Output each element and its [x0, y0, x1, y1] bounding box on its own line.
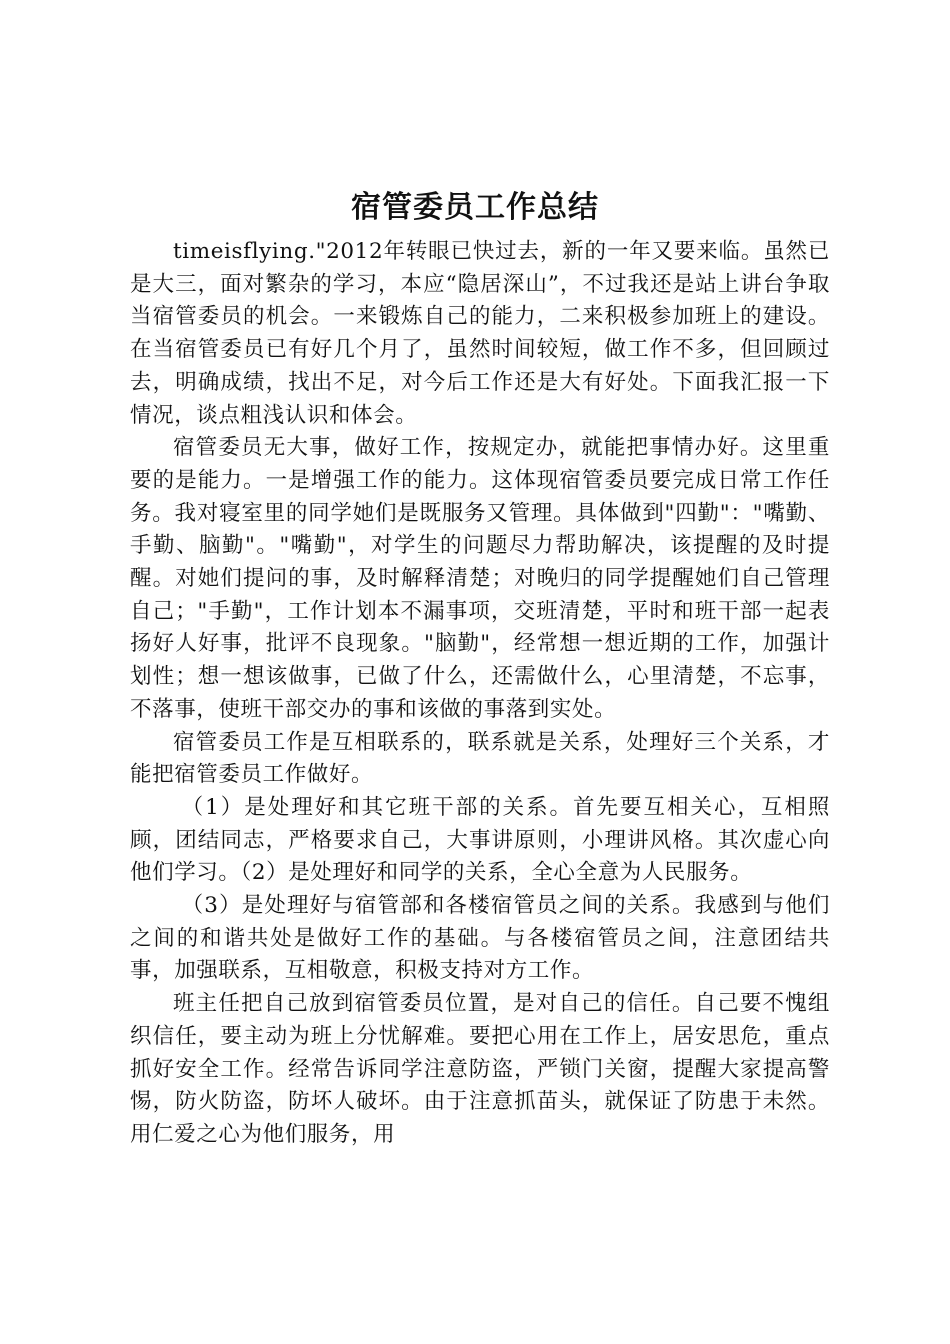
paragraph-relation-3: （3）是处理好与宿管部和各楼宿管员之间的关系。我感到与他们之间的和谐共处是做好工作的基础。与各楼宿管员之间，注意团结共事，加强联系，互相敬意，积极支持对方工作。 — [130, 893, 830, 984]
document-title: 宿管委员工作总结 — [351, 190, 599, 225]
paragraph-ability: 宿管委员无大事，做好工作，按规定办，就能把事情办好。这里重要的是能力。一是增强工作的能力。这体现宿管委员要完成日常工作任务。我对寝室里的同学她们是既服务又管理。具体做到"四勤"："嘴勤、手勤、脑勤"。"嘴勤"，对学生的问题尽力帮助解决，该提醒的及时提醒。对她们提问的事，及时解释清楚；对晚归的同学提醒她们自己管理自己；"手勤"，工作计划本不漏事项，交班清楚，平时和班干部一起表扬好人好事，批评不良现象。"脑勤"，经常想一想近期的工作，加强计划性；想一想该做事，已做了什么，还需做什么，心里清楚，不忘事，不落事，使班干部交办的事和该做的事落到实处。 — [130, 435, 830, 722]
paragraph-intro: timeisflying."2012年转眼已快过去，新的一年又要来临。虽然已是大三，面对繁杂的学习，本应“隐居深山”，不过我还是站上讲台争取当宿管委员的机会。一来锻炼自己的能力，二来积极参加班上的建设。在当宿管委员已有好几个月了，虽然时间较短，做工作不多，但回顾过去，明确成绩，找出不足，对今后工作还是大有好处。下面我汇报一下情况，谈点粗浅认识和体会。 — [130, 239, 830, 428]
paragraph-relations: 宿管委员工作是互相联系的，联系就是关系，处理好三个关系，才能把宿管委员工作做好。 — [130, 729, 830, 788]
paragraph-trust: 班主任把自己放到宿管委员位置，是对自己的信任。自己要不愧组织信任，要主动为班上分忧解难。要把心用在工作上，居安思危，重点抓好安全工作。经常告诉同学注意防盗，严锁门关窗，提醒大家提高警惕，防火防盗，防坏人破坏。由于注意抓苗头，就保证了防患于未然。用仁爱之心为他们服务，用 — [130, 991, 830, 1147]
document-body — [130, 236, 830, 1152]
paragraph-relation-1-2: （1）是处理好和其它班干部的关系。首先要互相关心，互相照顾，团结同志，严格要求自己，大事讲原则，小理讲风格。其次虚心向他们学习。（2）是处理好和同学的关系，全心全意为人民服务。 — [130, 794, 830, 886]
